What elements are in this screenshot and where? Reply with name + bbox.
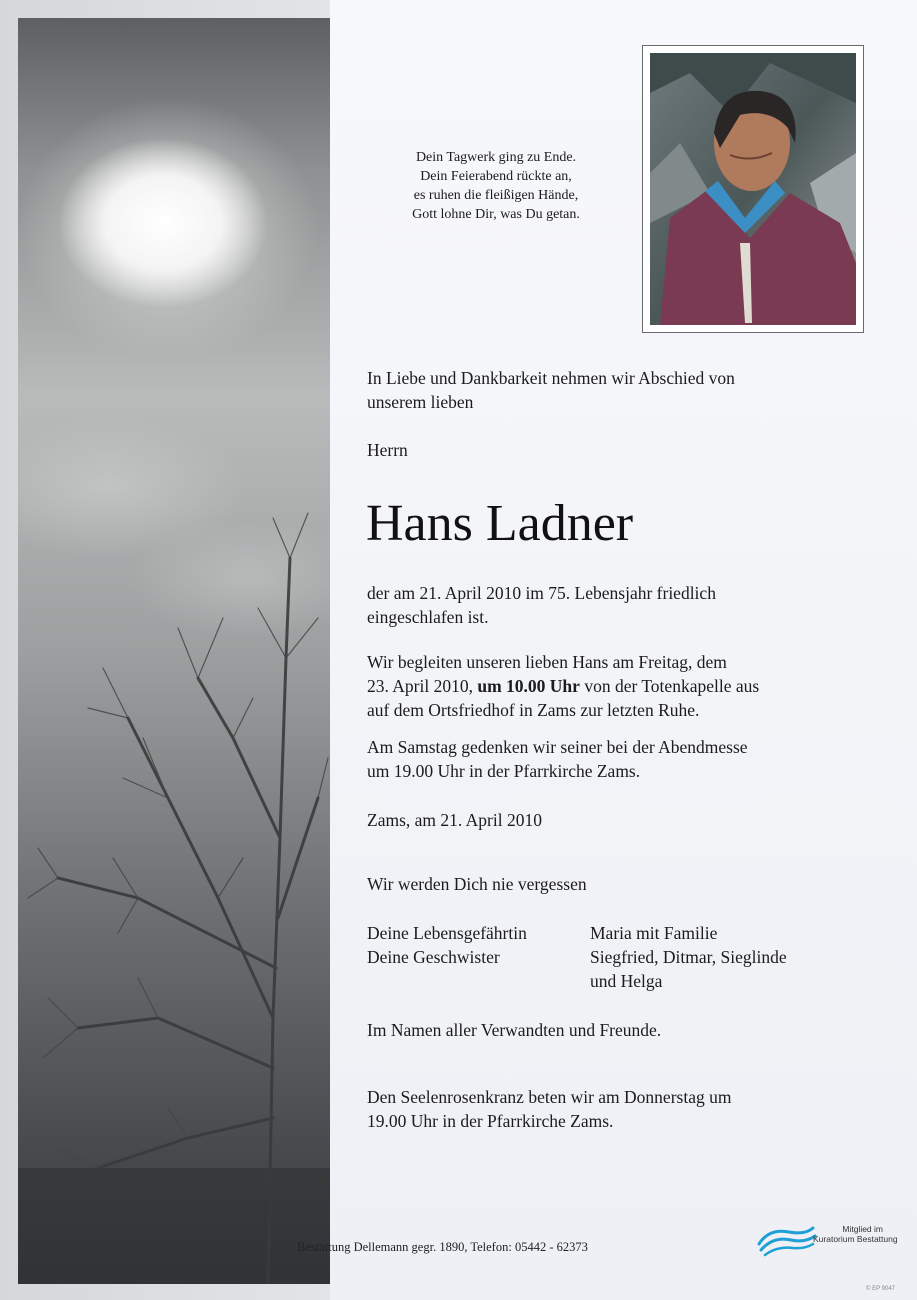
rosary-notice: [367, 1085, 731, 1133]
on-behalf-text: Im Namen aller Verwandten und Freunde.: [367, 1020, 662, 1040]
intro-line: unserem lieben: [367, 392, 474, 412]
family-role-siblings: Deine Geschwister: [367, 947, 500, 967]
funeral-line: [367, 674, 759, 698]
portrait-photo: [650, 53, 856, 325]
intro-text: [367, 366, 735, 414]
funeral-date: 23. April 2010,: [367, 676, 478, 696]
deceased-name: Hans Ladner: [366, 495, 634, 552]
poem-line: Dein Feierabend rückte an,: [420, 169, 572, 184]
family-names-partner: Maria mit Familie: [590, 923, 718, 943]
death-notice-line: eingeschlafen ist.: [367, 607, 489, 627]
on-behalf: [367, 1018, 661, 1042]
death-notice: [367, 581, 716, 629]
family-names-siblings: und Helga: [590, 971, 663, 991]
portrait-frame: [642, 45, 864, 333]
salutation: [367, 438, 408, 462]
poem: [356, 148, 636, 224]
footer-funeral-home: Bestattung Dellemann gegr. 1890, Telefon: 05442 - 62373: [297, 1240, 588, 1254]
family-names-siblings: Siegfried, Ditmar, Sieglinde: [590, 947, 787, 967]
funeral-time: um 10.00 Uhr: [477, 676, 580, 696]
intro-line: In Liebe und Dankbarkeit nehmen wir Abschied von: [367, 368, 735, 388]
sky-tree-photo: [18, 18, 330, 1284]
logo-text: [813, 1224, 898, 1244]
remembrance-text: Wir werden Dich nie vergessen: [367, 874, 587, 894]
remembrance: [367, 872, 587, 896]
mass-notice: [367, 735, 748, 783]
funeral-line: auf dem Ortsfriedhof in Zams zur letzten Ruhe.: [367, 700, 700, 720]
salutation-text: Herrn: [367, 440, 408, 460]
family-names: [590, 921, 787, 993]
funeral-line: Wir begleiten unseren lieben Hans am Freitag, dem: [367, 652, 727, 672]
poem-line: Gott lohne Dir, was Du getan.: [412, 207, 580, 222]
funeral-location: von der Totenkapelle aus: [579, 676, 760, 696]
print-code: © EP 9047: [866, 1286, 895, 1292]
poem-line: Dein Tagwerk ging zu Ende.: [415, 150, 577, 165]
poem-line: es ruhen die fleißigen Hände,: [413, 188, 579, 203]
death-notice-line: der am 21. April 2010 im 75. Lebensjahr friedlich: [367, 583, 716, 603]
place-date: [367, 808, 542, 832]
family-role-partner: Deine Lebensgefährtin: [367, 923, 527, 943]
rosary-line: Den Seelenrosenkranz beten wir am Donnerstag um: [367, 1087, 732, 1107]
logo-line: Kuratorium Bestattung: [813, 1234, 898, 1244]
mass-line: um 19.00 Uhr in der Pfarrkirche Zams.: [367, 761, 641, 781]
place-date-text: Zams, am 21. April 2010: [367, 810, 542, 830]
mass-line: Am Samstag gedenken wir seiner bei der Abendmesse: [367, 737, 748, 757]
logo-line: Mitglied im: [842, 1224, 883, 1234]
funeral-notice: [367, 650, 759, 722]
rosary-line: 19.00 Uhr in der Pfarrkirche Zams.: [367, 1111, 614, 1131]
wave-logo-icon: [755, 1222, 817, 1258]
